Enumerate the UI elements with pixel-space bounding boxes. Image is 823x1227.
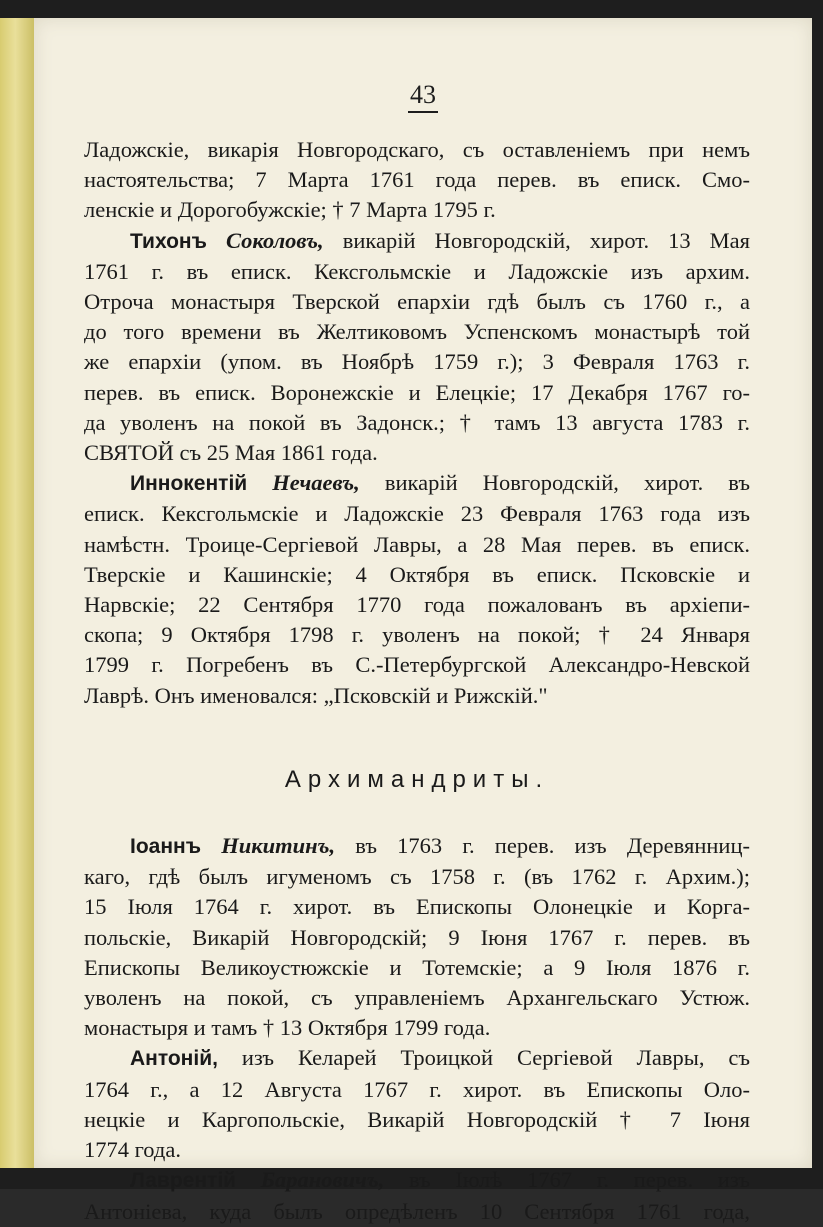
text-line: да уволенъ на покой въ Задонск.; † тамъ 13 августа 1783 г. <box>84 409 750 435</box>
entry-surname: Нечаевъ, <box>272 470 360 496</box>
text-line: 1761 г. въ еписк. Кексгольмскіе и Ладожскіе изъ архим. <box>84 258 750 284</box>
entry-surname: Соколовъ, <box>225 227 324 253</box>
entry-name: Антоній, <box>130 1047 218 1071</box>
entry-first-rest: изъ Келарей Троицкой Сергіевой Лавры, съ <box>241 1045 751 1071</box>
entry-name: Лаврентій <box>130 1169 237 1193</box>
text-line: настоятельства; 7 Марта 1761 года перев. въ еписк. Смо- <box>84 167 750 193</box>
text-line: Антоніева, куда былъ опредѣленъ 10 Сентября 1761 года, <box>84 1198 750 1224</box>
entry-first-line <box>84 831 750 862</box>
section-heading: Архимандриты. <box>284 765 550 793</box>
page-binding-edge <box>0 18 34 1168</box>
text-line: Лаврѣ. Онъ именовался: „Псковскій и Рижскій." <box>84 682 548 708</box>
entry-first-line <box>84 226 750 257</box>
entry-antoniy <box>84 1043 750 1165</box>
text-line: каго, гдѣ былъ игуменомъ съ 1758 г. (въ 1762 г. Архим.); <box>84 864 750 890</box>
entry-surname: Барановичъ, <box>260 1167 385 1193</box>
text-line: перев. въ еписк. Воронежскіе и Елецкіе; 17 Декабря 1767 го- <box>84 379 750 405</box>
text-line: 1799 г. Погребенъ въ С.-Петербургской Александро-Невской <box>84 652 750 678</box>
text-line: еписк. Кексгольмскіе и Ладожскіе 23 Февраля 1763 года изъ <box>84 501 750 527</box>
page-number: 43 <box>34 80 812 110</box>
page-text <box>84 135 750 1227</box>
entry-name: Тихонъ <box>130 229 207 253</box>
entry-innokentiy <box>84 468 750 711</box>
entry-lavrentiy <box>84 1165 750 1226</box>
text-line: уволенъ на покой, съ управленіемъ Архангельскаго Устюж. <box>84 985 750 1011</box>
text-line: СВЯТОЙ съ 25 Мая 1861 года. <box>84 440 378 466</box>
entry-name: Іоаннъ <box>130 835 202 859</box>
book-page <box>34 18 812 1224</box>
text-line: же епархіи (упом. въ Ноябрѣ 1759 г.); 3 Февраля 1763 г. <box>84 349 750 375</box>
entry-first-line <box>84 1043 750 1074</box>
entry-first-rest: въ 1763 г. перев. изъ Деревянниц- <box>355 833 751 859</box>
entry-first-rest: викарій Новгородскій, хирот. въ <box>384 470 750 496</box>
text-line: Епископы Великоустюжскіе и Тотемскіе; а 9 Іюля 1876 г. <box>84 954 750 980</box>
text-line: Ладожскіе, викарія Новгородскаго, съ оставленіемъ при немъ <box>84 137 750 162</box>
entry-surname: Никитинъ, <box>221 833 336 859</box>
text-line: 1774 года. <box>84 1137 181 1163</box>
text-line: скопа; 9 Октября 1798 г. уволенъ на покой; † 24 Января <box>84 622 750 648</box>
text-line: Отроча монастыря Тверской епархіи гдѣ былъ съ 1760 г., а <box>84 289 750 315</box>
text-line: 1764 г., а 12 Августа 1767 г. хирот. въ Епископы Оло- <box>84 1076 750 1102</box>
text-line: 15 Іюля 1764 г. хирот. въ Епископы Олонецкіе и Корга- <box>84 894 750 920</box>
entry-first-rest: въ Іюлѣ 1767 г. перев. изъ <box>408 1167 750 1193</box>
text-line: Нарвскіе; 22 Сентября 1770 года пожалованъ въ архіепи- <box>84 592 750 618</box>
entry-first-line <box>84 468 750 499</box>
entry-tikhon <box>84 226 750 469</box>
text-line: намѣстн. Троице-Сергіевой Лавры, а 28 Мая перев. въ еписк. <box>84 531 750 557</box>
entry-first-line <box>84 1165 750 1196</box>
text-line: польскіе, Викарій Новгородскій; 9 Іюня 1767 г. перев. въ <box>84 924 750 950</box>
entry-ioann <box>84 831 750 1043</box>
text-line: ленскіе и Дорогобужскіе; † 7 Марта 1795 г. <box>84 197 496 223</box>
paragraph-continuation <box>84 135 750 226</box>
text-line: Тверскіе и Кашинскіе; 4 Октября въ еписк. Псковскіе и <box>84 561 750 587</box>
text-line: до того времени въ Желтиковомъ Успенскомъ монастырѣ той <box>84 319 750 345</box>
entry-first-rest: викарій Новгородскій, хирот. 13 Мая <box>342 227 751 253</box>
text-line: монастыря и тамъ † 13 Октября 1799 года. <box>84 1015 491 1041</box>
text-line: нецкіе и Каргопольскіе, Викарій Новгородскій † 7 Іюня <box>84 1106 750 1132</box>
entry-name: Иннокентій <box>130 472 248 496</box>
